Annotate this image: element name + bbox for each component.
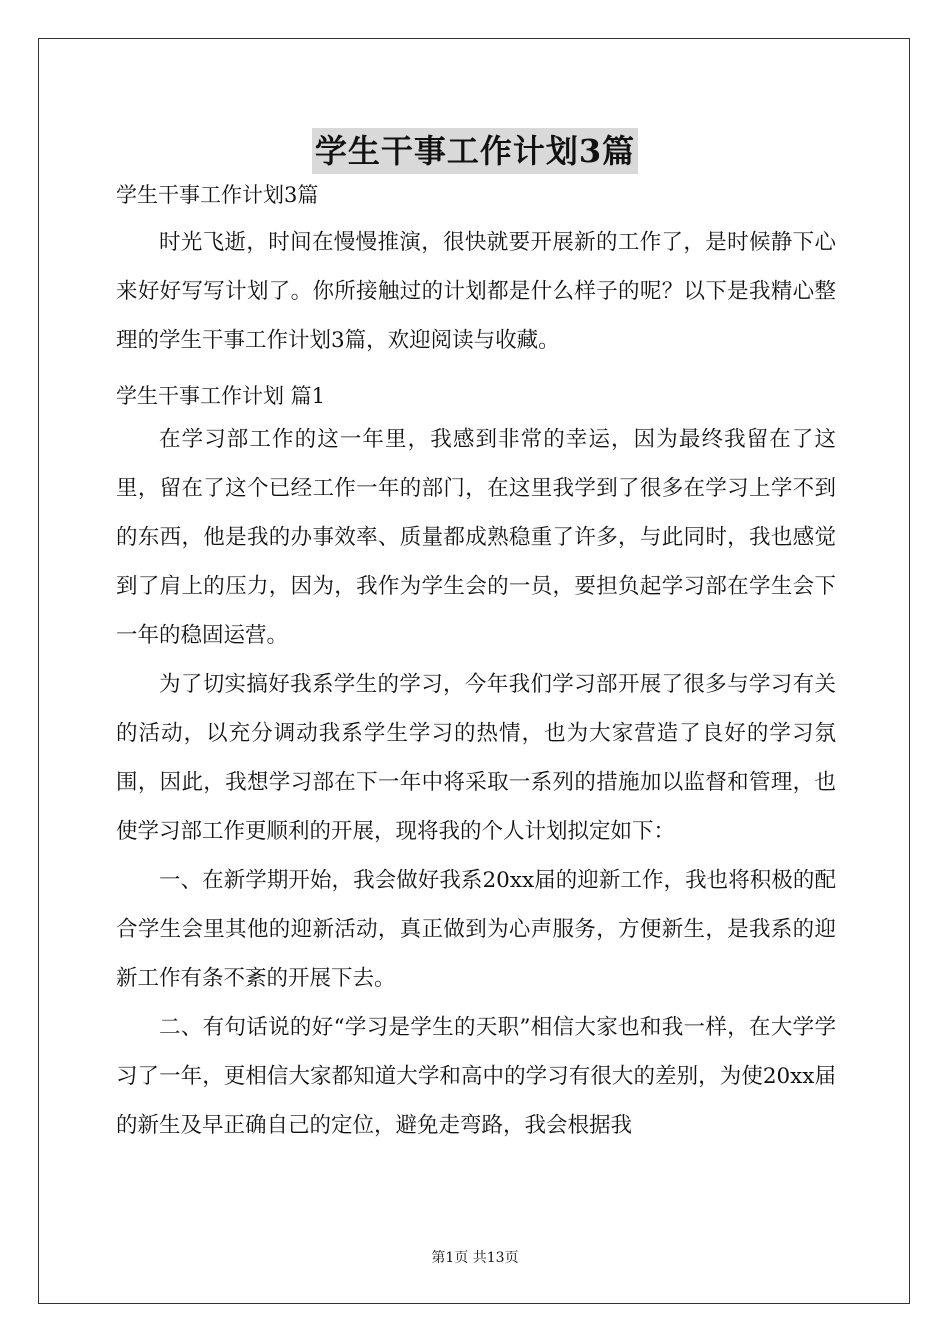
page-footer <box>0 1248 950 1268</box>
title-container <box>0 128 950 174</box>
document-title: 学生干事工作计划3篇 <box>312 128 638 174</box>
body-paragraph-3: 一、在新学期开始，我会做好我系20xx届的迎新工作，我也将积极的配合学生会里其他的迎新活动，真正做到为心声服务，方便新生，是我系的迎新工作有条不紊的开展下去。 <box>116 868 836 991</box>
section-heading: 学生干事工作计划 篇1 <box>116 384 326 408</box>
document-body <box>116 180 836 1150</box>
intro-paragraph: 时光飞逝，时间在慢慢推演，很快就要开展新的工作了，是时候静下心来好好写写计划了。你所接触过的计划都是什么样子的呢？以下是我精心整理的学生干事工作计划3篇，欢迎阅读与收藏。 <box>116 230 836 353</box>
body-paragraph-2: 为了切实搞好我系学生的学习，今年我们学习部开展了很多与学习有关的活动，以充分调动我系学生学习的热情，也为大家营造了良好的学习氛围，因此，我想学习部在下一年中将采取一系列的措施加以监督和管理，也使学习部工作更顺利的开展，现将我的个人计划拟定如下： <box>116 672 836 844</box>
document-subtitle: 学生干事工作计划3篇 <box>116 183 319 207</box>
body-paragraph-4: 二、有句话说的好“学习是学生的天职”相信大家也和我一样，在大学学习了一年，更相信大家都知道大学和高中的学习有很大的差别，为使20xx届的新生及早正确自己的定位，避免走弯路，我会根据我 <box>116 1015 836 1138</box>
page-number: 第1页 共13页 <box>431 1250 519 1266</box>
body-paragraph-1: 在学习部工作的这一年里，我感到非常的幸运，因为最终我留在了这里，留在了这个已经工作一年的部门，在这里我学到了很多在学习上学不到的东西，他是我的办事效率、质量都成熟稳重了许多，与此同时，我也感觉到了肩上的压力，因为，我作为学生会的一员，要担负起学习部在学生会下一年的稳固运营。 <box>116 427 836 648</box>
